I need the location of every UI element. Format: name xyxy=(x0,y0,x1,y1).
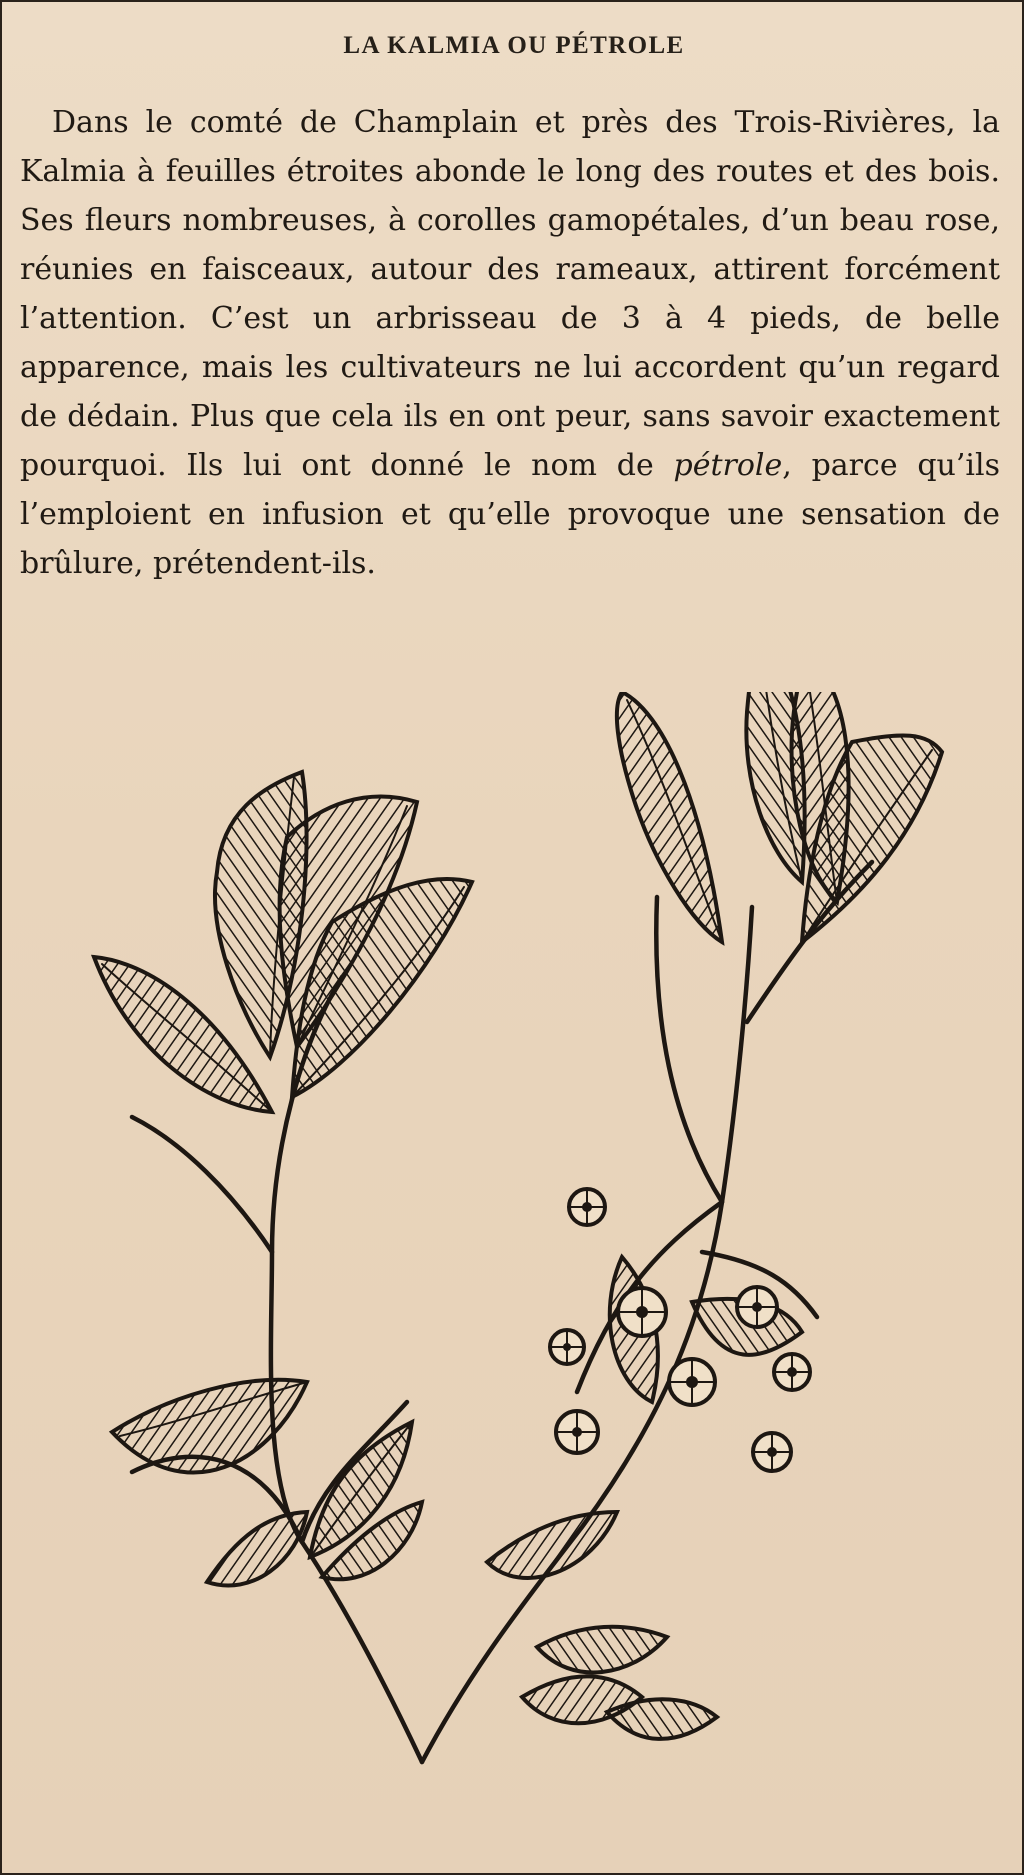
paragraph-text: Dans le comté de Champlain et près des Trois-Rivières, la Kalmia à feuilles étroites abonde le long des routes et des bois. Ses fleurs nombreuses, à corolles gamopétales, d’un beau rose, réunies en faisceaux, autour des rameaux, attirent forcément l’attention. C’est un arbrisseau de 3 à 4 pieds, de belle apparence, mais les cultivateurs ne lui accordent qu’un regard de dédain. Plus que cela ils en ont peur, sans savoir exactement pourquoi. Ils lui ont donné le nom de xyxy=(20,105,1000,483)
body-paragraph xyxy=(20,98,1000,588)
running-head: LA KALMIA OU PÉTROLE xyxy=(343,32,685,59)
kalmia-branch-illustration xyxy=(2,692,1024,1875)
italic-term: pétrole xyxy=(673,448,783,483)
paragraph-text-end: , parce qu’ils l’emploient en infusion et qu’elle provoque une sensation de brûlure, prétendent-ils. xyxy=(20,448,1000,581)
left-branch xyxy=(94,772,472,1762)
right-branch xyxy=(422,692,942,1762)
